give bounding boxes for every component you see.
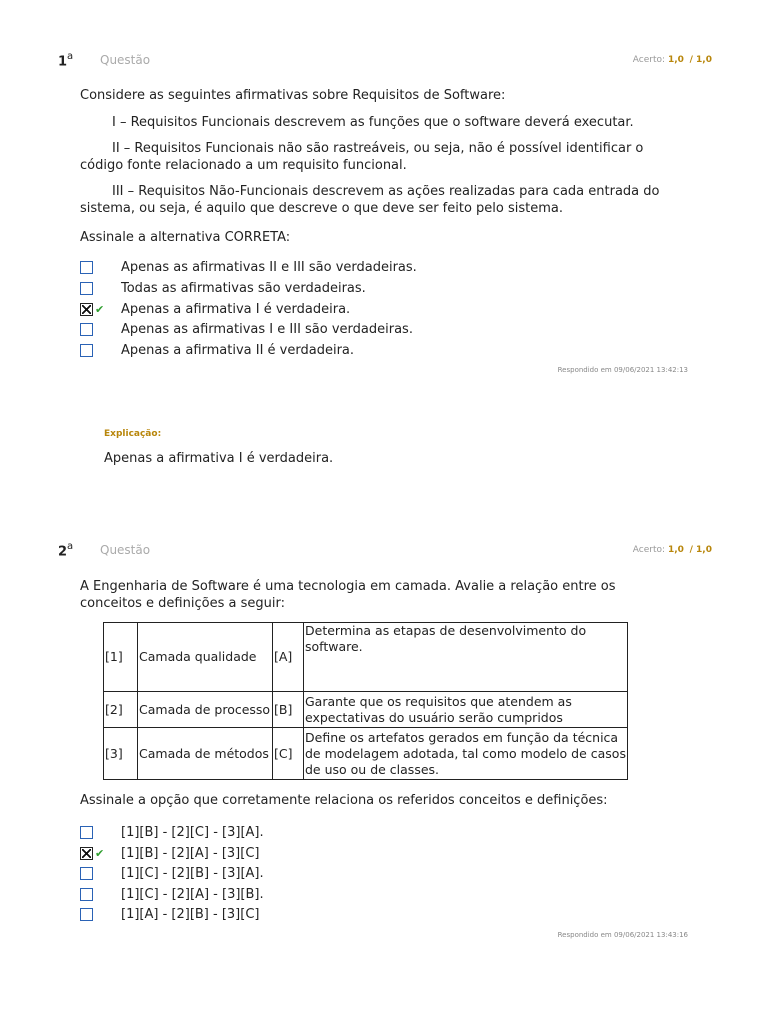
answered-timestamp: Respondido em 09/06/2021 13:42:13	[557, 366, 688, 374]
table-cell: Camada de processo	[138, 692, 273, 728]
question-number: 1$^a$	[58, 51, 74, 70]
option-text: [1][B] - [2][C] - [3][A].	[121, 825, 264, 840]
option-text: [1][B] - [2][A] - [3][C]	[121, 846, 260, 861]
question-label: Questão	[100, 543, 151, 557]
option-text: [1][C] - [2][B] - [3][A].	[121, 866, 264, 881]
score: Acerto: 1,0 / 1,0	[632, 55, 712, 65]
checkbox-checked[interactable]	[80, 847, 93, 860]
table-cell: [1]	[104, 623, 138, 692]
table-cell: [2]	[104, 692, 138, 728]
table-cell: Camada qualidade	[138, 623, 273, 692]
statement-3: III – Requisitos Não-Funcionais descrevem as ações realizadas para cada entrada do sistema, ou seja, é aquilo que descreve o que deve ser feito pelo sistema.	[80, 184, 660, 216]
answered-timestamp: Respondido em 09/06/2021 13:43:16	[557, 931, 688, 939]
relation-table	[103, 622, 628, 780]
option-text: Apenas as afirmativas II e III são verdadeiras.	[121, 260, 417, 275]
question-intro: A Engenharia de Software é uma tecnologia em camada. Avalie a relação entre os conceitos e definições a seguir:	[80, 579, 616, 611]
table-cell: [C]	[273, 728, 304, 780]
option-text: Apenas a afirmativa II é verdadeira.	[121, 343, 355, 358]
check-mark-icon: ✔	[95, 847, 105, 860]
question-intro: Considere as seguintes afirmativas sobre Requisitos de Software:	[80, 88, 506, 103]
table-cell: [A]	[273, 623, 304, 692]
checkbox[interactable]	[80, 826, 93, 839]
score: Acerto: 1,0 / 1,0	[632, 545, 712, 555]
option-text: [1][A] - [2][B] - [3][C]	[121, 907, 260, 922]
option-text: Apenas a afirmativa I é verdadeira.	[121, 302, 351, 317]
table-cell: Determina as etapas de desenvolvimento do software.	[304, 623, 628, 692]
table-row	[104, 692, 628, 728]
checkbox[interactable]	[80, 344, 93, 357]
option-text: Apenas as afirmativas I e III são verdadeiras.	[121, 322, 413, 337]
question-label: Questão	[100, 53, 151, 67]
table-cell: Camada de métodos	[138, 728, 273, 780]
explanation-text: Apenas a afirmativa I é verdadeira.	[104, 451, 334, 466]
checkbox[interactable]	[80, 282, 93, 295]
checkbox[interactable]	[80, 261, 93, 274]
table-cell: Define os artefatos gerados em função da técnica de modelagem adotada, tal como modelo de casos de uso ou de classes.	[304, 728, 628, 780]
question-prompt: Assinale a opção que corretamente relaciona os referidos conceitos e definições:	[80, 793, 608, 808]
option-text: [1][C] - [2][A] - [3][B].	[121, 887, 264, 902]
checkbox[interactable]	[80, 888, 93, 901]
statement-1: I – Requisitos Funcionais descrevem as funções que o software deverá executar.	[112, 115, 634, 130]
question-prompt: Assinale a alternativa CORRETA:	[80, 230, 291, 245]
explanation-label: Explicação:	[104, 429, 162, 439]
check-mark-icon: ✔	[95, 303, 105, 316]
table-row	[104, 728, 628, 780]
table-cell: [B]	[273, 692, 304, 728]
statement-2: II – Requisitos Funcionais não são rastreáveis, ou seja, não é possível identificar o código fonte relacionado a um requisito funcional.	[80, 141, 644, 173]
option-text: Todas as afirmativas são verdadeiras.	[121, 281, 366, 296]
question-number: 2$^a$	[58, 541, 74, 560]
checkbox[interactable]	[80, 323, 93, 336]
table-cell: [3]	[104, 728, 138, 780]
table-row	[104, 623, 628, 692]
checkbox[interactable]	[80, 908, 93, 921]
checkbox-checked[interactable]	[80, 303, 93, 316]
table-cell: Garante que os requisitos que atendem as expectativas do usuário serão cumpridos	[304, 692, 628, 728]
checkbox[interactable]	[80, 867, 93, 880]
